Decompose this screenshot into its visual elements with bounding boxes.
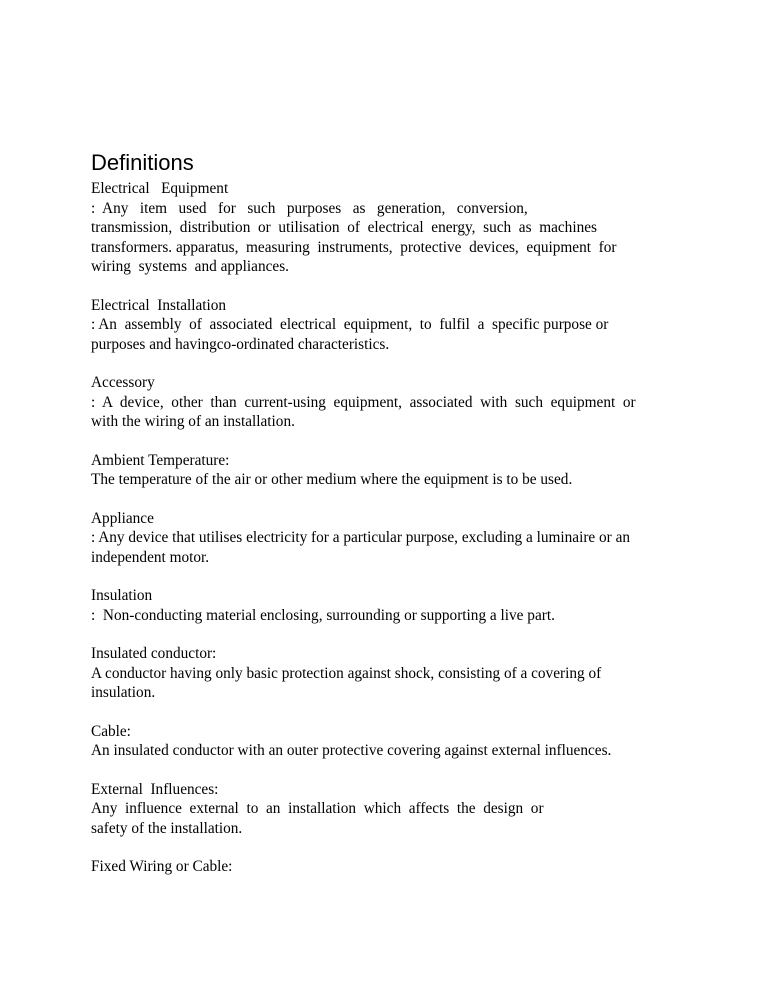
definition-insulation [91, 586, 686, 625]
term: Appliance [91, 509, 154, 527]
definition-line: with the wiring of an installation. [91, 413, 295, 430]
term: Insulated conductor: [91, 645, 217, 662]
definition-electrical-equipment [91, 179, 686, 277]
definition-line: transformers. apparatus, measuring instruments, protective devices, equipment for [91, 238, 617, 256]
definition-line: : Any device that utilises electricity for a particular purpose, excluding a luminaire or an [91, 529, 631, 546]
term: Cable: [91, 722, 131, 740]
term: Accessory [91, 374, 155, 391]
definition-accessory [91, 373, 686, 432]
definition-insulated-conductor [91, 644, 686, 703]
definition-line: : A device, other than current-using equipment, associated with such equipment or [91, 393, 636, 411]
term: Insulation [91, 587, 153, 604]
definition-fixed-wiring-or-cable [91, 857, 686, 877]
definition-line: : Non-conducting material enclosing, surrounding or supporting a live part. [91, 606, 555, 624]
definition-line: purposes and havingco-ordinated characteristics. [91, 335, 390, 353]
definition-line: safety of the installation. [91, 819, 243, 837]
definition-line: independent motor. [91, 548, 210, 566]
document-page [91, 150, 686, 896]
term: Fixed Wiring or Cable: [91, 858, 233, 875]
definition-line: : An assembly of associated electrical equipment, to fulfil a specific purpose or [91, 316, 609, 333]
definition-line: An insulated conductor with an outer protective covering against external influences. [91, 742, 612, 759]
term: Electrical Installation [91, 296, 227, 314]
page-title: Definitions [91, 150, 194, 175]
definition-line: insulation. [91, 684, 156, 701]
definition-line: : Any item used for such purposes as generation, conversion, [91, 199, 528, 217]
definition-ambient-temperature [91, 451, 686, 490]
definition-line: Any influence external to an installation which affects the design or [91, 800, 544, 817]
definition-electrical-installation [91, 296, 686, 355]
definition-line: A conductor having only basic protection against shock, consisting of a covering of [91, 664, 602, 682]
definition-line: The temperature of the air or other medium where the equipment is to be used. [91, 471, 573, 488]
term: External Influences: [91, 780, 219, 798]
definition-appliance [91, 509, 686, 568]
term: Ambient Temperature: [91, 451, 230, 469]
definition-cable [91, 722, 686, 761]
definition-external-influences [91, 780, 686, 839]
term: Electrical Equipment [91, 180, 229, 197]
definition-line: wiring systems and appliances. [91, 258, 289, 275]
definition-line: transmission, distribution or utilisation of electrical energy, such as machines [91, 219, 597, 236]
